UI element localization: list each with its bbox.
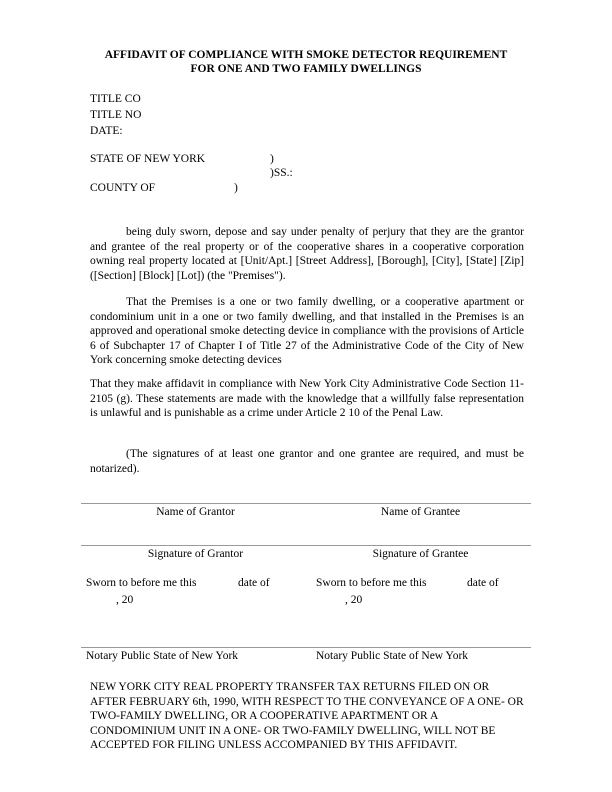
document-title-line-1: AFFIDAVIT OF COMPLIANCE WITH SMOKE DETECTOR REQUIREMENT xyxy=(104,49,508,61)
paragraph-deponent: being duly sworn, depose and say under penalty of perjury that they are the grantor and grantee of the real property or of the cooperative shares in a cooperative corporation owning real property located at [Unit/Apt.] [Street Address], [Borough], [City], [State] [Zip] ([Section] [Block] [Lot]) (the "Premises"). xyxy=(90,226,524,282)
ss-label: )SS.: xyxy=(270,167,293,179)
county-label: COUNTY OF xyxy=(90,182,156,194)
date-label: DATE: xyxy=(90,125,123,137)
venue-paren-2: ) xyxy=(234,182,238,194)
paragraph-compliance: That they make affidavit in compliance with New York City Administrative Code Section 11-2105 (g). These statements are made with the knowledge that a willfully false representation is unlawful and is punishable as a crime under Article 2 10 of the Penal Law. xyxy=(90,378,524,419)
date-of-right-label: date of xyxy=(467,577,499,589)
name-of-grantor-label: Name of Grantor xyxy=(156,506,235,518)
name-of-grantee-label: Name of Grantee xyxy=(380,506,461,518)
year-left-label: , 20 xyxy=(116,594,134,606)
sworn-left-label: Sworn to before me this xyxy=(86,577,197,589)
document-title-line-2: FOR ONE AND TWO FAMILY DWELLINGS xyxy=(190,63,422,75)
date-of-left-label: date of xyxy=(238,577,270,589)
state-label: STATE OF NEW YORK xyxy=(90,153,206,165)
sworn-right-label: Sworn to before me this xyxy=(316,577,427,589)
paragraph-signature-note: (The signatures of at least one grantor and one grantee are required, and must be notarized). xyxy=(90,448,524,475)
year-right-label: , 20 xyxy=(345,594,363,606)
title-co-label: TITLE CO xyxy=(90,93,141,105)
signature-of-grantee-label: Signature of Grantee xyxy=(372,548,469,560)
venue-paren-1: ) xyxy=(270,153,274,165)
filing-notice: NEW YORK CITY REAL PROPERTY TRANSFER TAX RETURNS FILED ON OR AFTER FEBRUARY 6th, 1990, WITH RESPECT TO THE CONVEYANCE OF A ONE- OR TWO-FAMILY DWELLING, OR A COOPERATIVE APARTMENT OR A CONDOMINIUM UNIT IN A ONE- OR TWO-FAMILY DWELLING, WILL NOT BE ACCEPTED FOR FILING UNLESS ACCOMPANIED BY THIS AFFIDAVIT. xyxy=(90,681,524,751)
title-no-label: TITLE NO xyxy=(90,109,142,121)
name-line xyxy=(81,503,531,504)
signature-of-grantor-label: Signature of Grantor xyxy=(147,548,244,560)
notary-left-label: Notary Public State of New York xyxy=(86,650,239,662)
notary-right-label: Notary Public State of New York xyxy=(316,650,469,662)
notary-line xyxy=(81,647,531,648)
signature-line xyxy=(81,545,531,546)
paragraph-premises: That the Premises is a one or two family dwelling, or a cooperative apartment or condominium unit in a one or two family dwelling, and that installed in the Premises is an approved and operational smoke detecting device in compliance with the provisions of Article 6 of Subchapter 17 of Chapter I of Title 27 of the Administrative Code of the City of New York concerning smoke detecting devices xyxy=(90,296,524,366)
